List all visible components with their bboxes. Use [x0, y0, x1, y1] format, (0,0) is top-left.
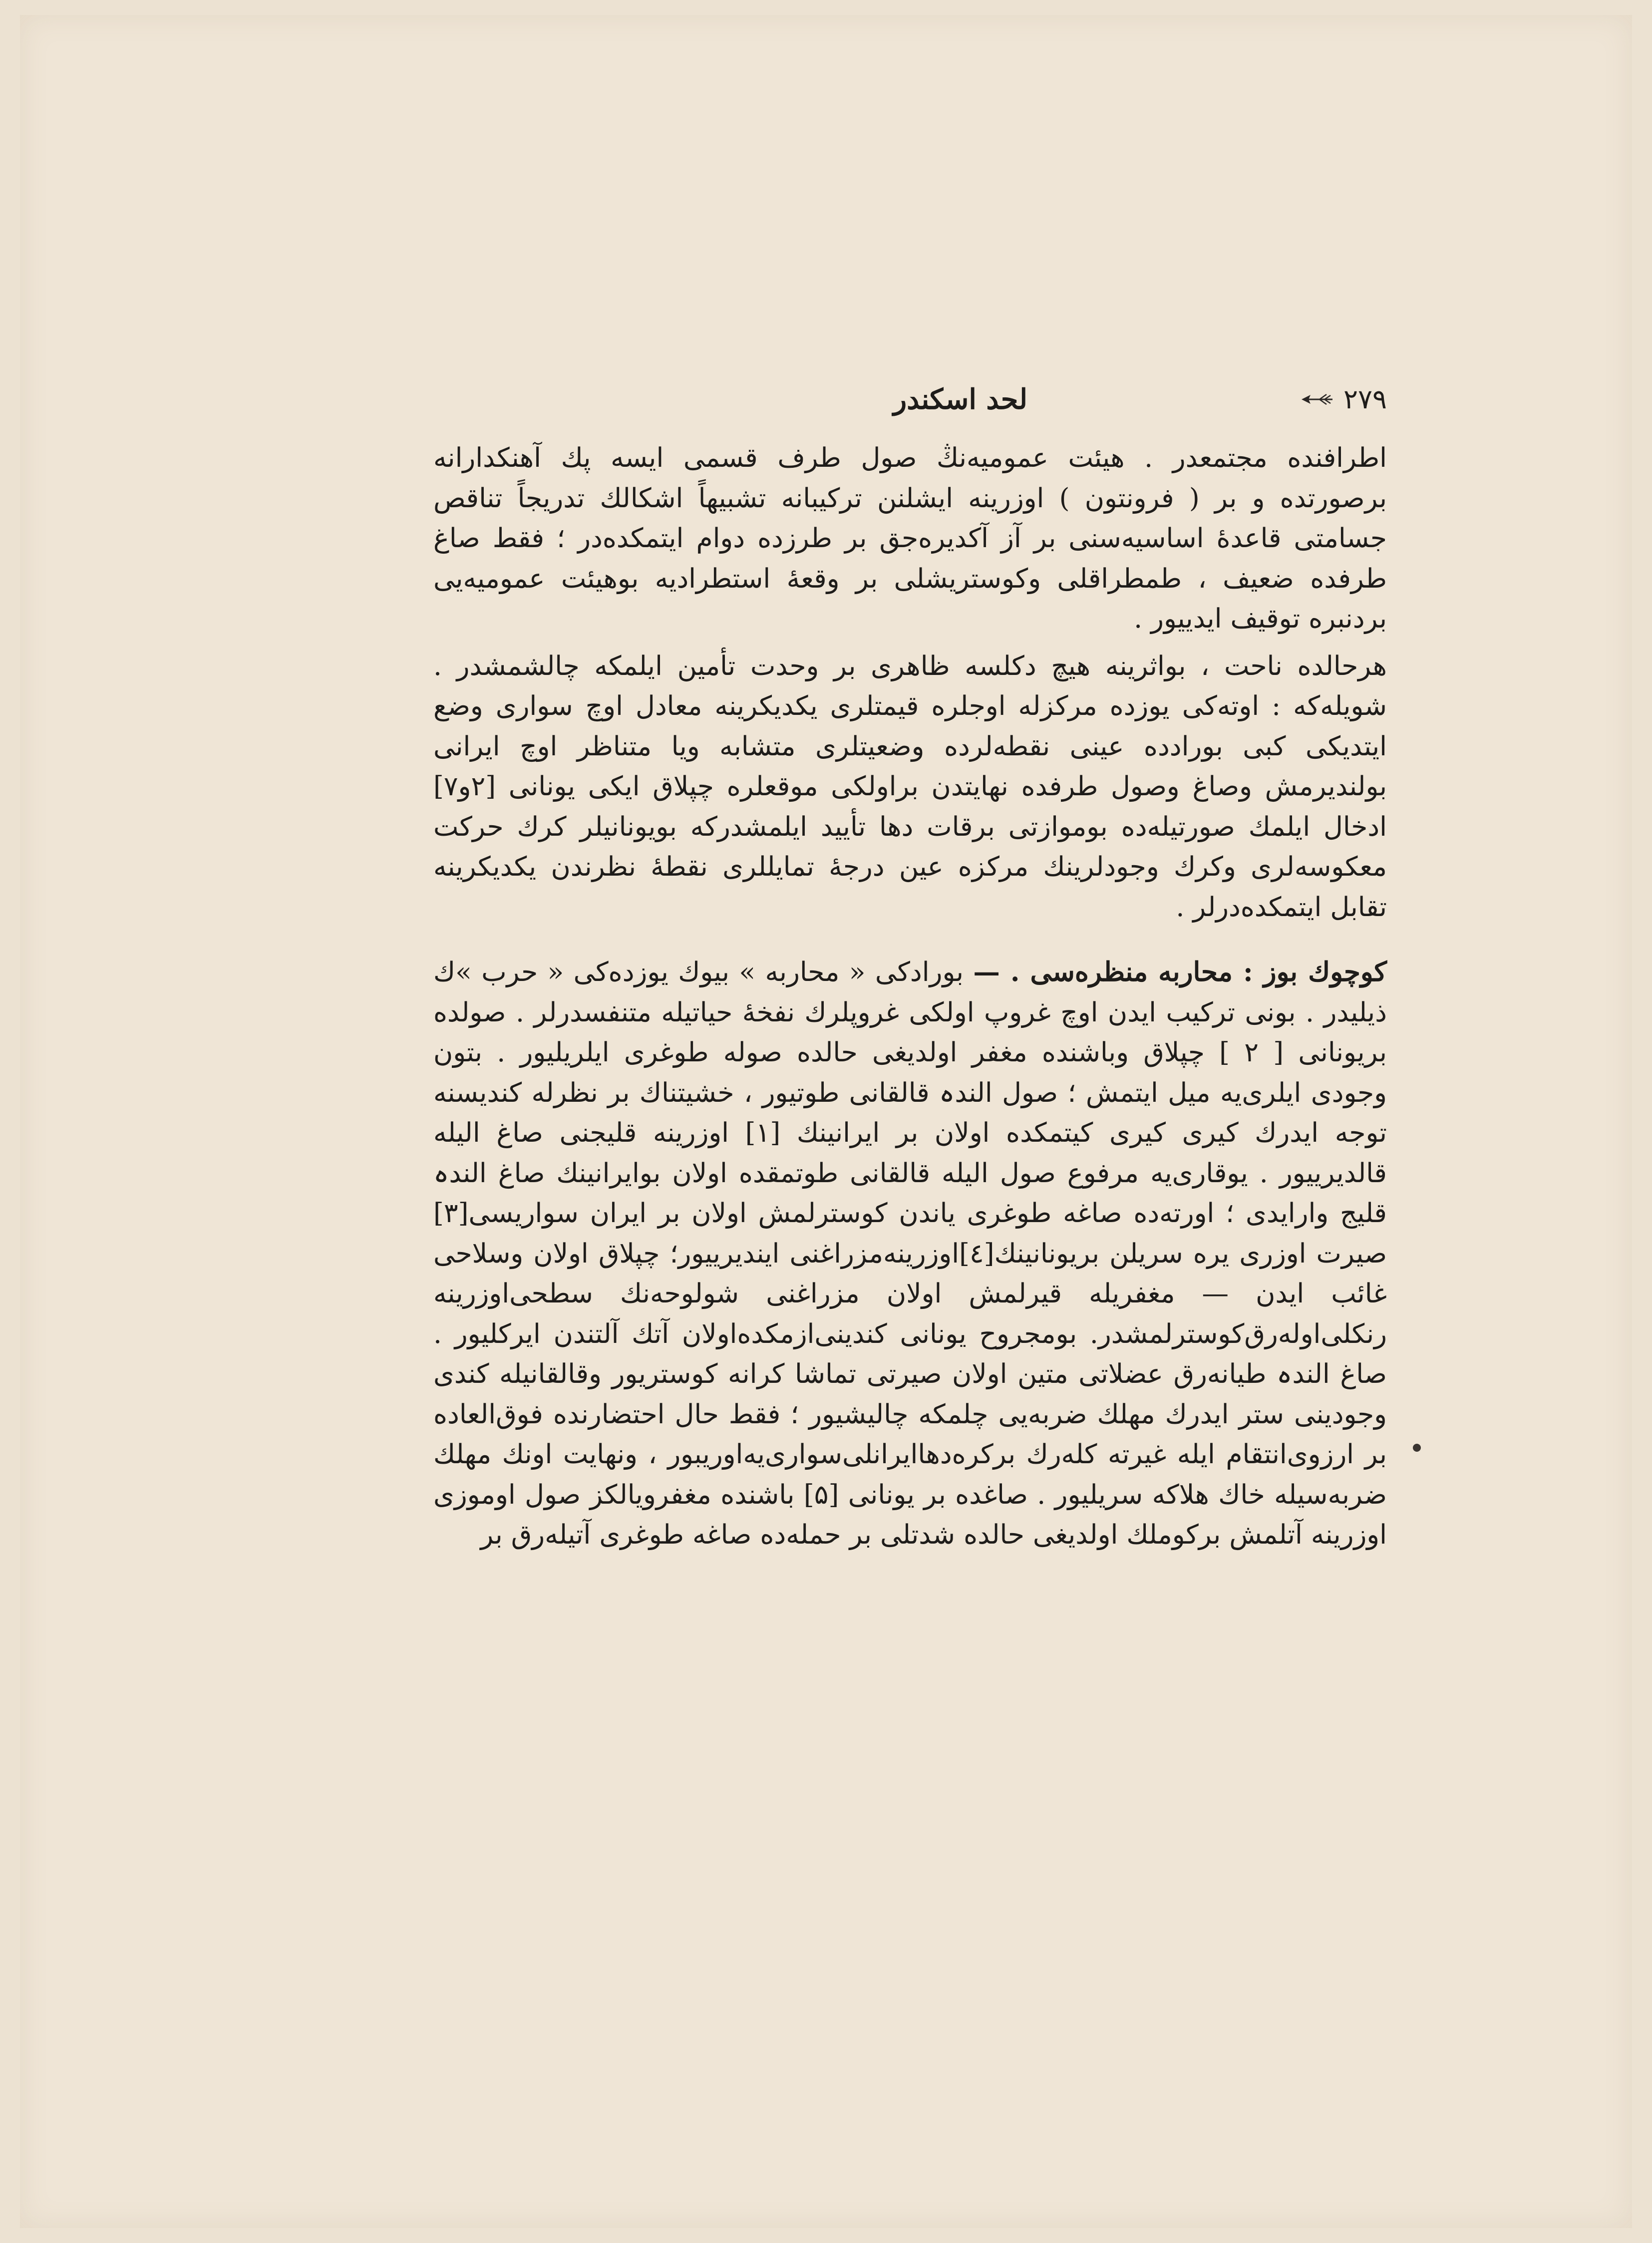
page-number-group — [1300, 382, 1387, 417]
margin-dot-mark — [1413, 1444, 1421, 1452]
paragraph-1 — [433, 438, 1387, 639]
paragraph-1-text: اطرافنده مجتمعدر . هیئت عمومیه‌نڭ صول طرف قسمی ایسه پك آهنكدارانه برصورتده و بر ( فرونتون ) اوزرینه ایشلنن ترکیبانه تشبیهاً اشکالك تدریجاً تناقص جسامتی قاعدهٔ اساسیه‌سنی بر آز آکدیره‌جق بر طرزده دوام ایتمکده‌در ؛ فقط صاغ طرفده ضعیف ، طمطراقلی وکوستریشلی بر وقعهٔ استطرادیه بوهیئت عمومیه‌یی بردنبره توقیف ایدییور . — [433, 442, 1387, 634]
paragraph-2-text: هرحالده ناحت ، بوا‌ثرینه هیچ دکلسه ظاهری بر وحدت تأمین ایلمکه چالشمشدر . شویله‌که : اوته‌کی یوزده مرکزله اوجلره قیمتلری یکدیکرینه معادل اوچ سواری وضع ایتدیکی کبی بورادده عینی نقطه‌لرده وضعیتلری متشابه ویا متناظر اوچ ایرانی بولندیرمش وصاغ وصول طرفده نهایتدن براولکی موقعلره چپلاق ایکی یونانی [۲و۷] ادخال ایلمك صورتیله‌ده بوموازتی برقات دها تأیید ایلمشدرکه بویونانیلر کرك حرکت معکوسه‌لری وکرك وجودلرینك مرکزه عین درجهٔ تمایللری نقطهٔ نظرندن یکدیکرینه تقابل ایتمکده‌درلر . — [433, 649, 1387, 923]
scanned-page — [20, 15, 1632, 2228]
text-block — [433, 382, 1387, 1555]
page-header — [433, 382, 1387, 417]
paragraph-2 — [433, 646, 1387, 928]
running-title: لحد اسکندر — [893, 383, 1027, 416]
paragraph-3 — [433, 952, 1387, 1555]
page-number: ۲۷۹ — [1343, 383, 1387, 415]
section-heading: کوچوك بوز : محاربه منظره‌سی . — — [973, 956, 1387, 987]
fleuron-arrow-icon — [1300, 392, 1334, 407]
paragraph-3-text: بورادکی « محاربه » بیوك یوزده‌کی « حرب »ك ذیلیدر . بونی ترکیب ایدن اوچ غروپ اولکی غروپلرك نفخهٔ حیاتیله متنفسدرلر . صولده بریونانی [ ۲ ] چپلاق وباشنده مغفر اولدیغی حالده صوله طوغری ایلریلیور . بتون وجودی ایلری‌یه میل ایتمش ؛ صول الندہ قالقانی طوتیور ، خشیتناك بر نظرله کندیسنه توجه ایدرك کیری کیری کیتمکده اولان بر ایرانینك [۱] اوزرینه قلیجنی صاغ الیله قالدیرییور . یوقاری‌یه مرفوع صول الیله قالقانی طوتمقده اولان بوایرانینك صاغ الندہ قلیج وارایدی ؛ اورته‌ده صاغه طوغری یاندن کوسترلمش اولان بر ایران سواریسی[۳] صیرت اوزری یره سریلن بریونانینك[٤]اوزرینه‌مزراغنی ایندیرییور؛ چپلاق اولان وسلاحی غائب ایدن — مغفریله قیرلمش اولان مزراغنی شولوحه‌نك سطحی‌اوزرینه رنکلی‌اوله‌رق‌کوسترلمشدر. بومجروح یونانی کندینی‌ازمکده‌اولان آتك آلتندن ایرکلیور . صاغ الندہ طیانه‌رق عضلاتی متین اولان صیرتی تماشا کرانه کوستریور وقالقانیله کندی وجودینی ستر ایدرك مهلك ضربه‌یی چلمکه چالیشیور ؛ فقط حال احتضارنده فوق‌العاده بر ارزوی‌انتقام ایله غیرته کله‌رك برکره‌دها‌ایرانلی‌سواری‌یه‌اوریبور ، ونهایت اونك مهلك ضربه‌سیله خاك هلاکه سریلیور . صاغده بر یونانی [۵] باشنده مغفرویالکز صول اوموزی اوزرینه آتلمش برکوملك اولدیغی حالده شدتلی بر حمله‌ده صاغه طوغری آتیله‌رق بر — [433, 956, 1387, 1550]
